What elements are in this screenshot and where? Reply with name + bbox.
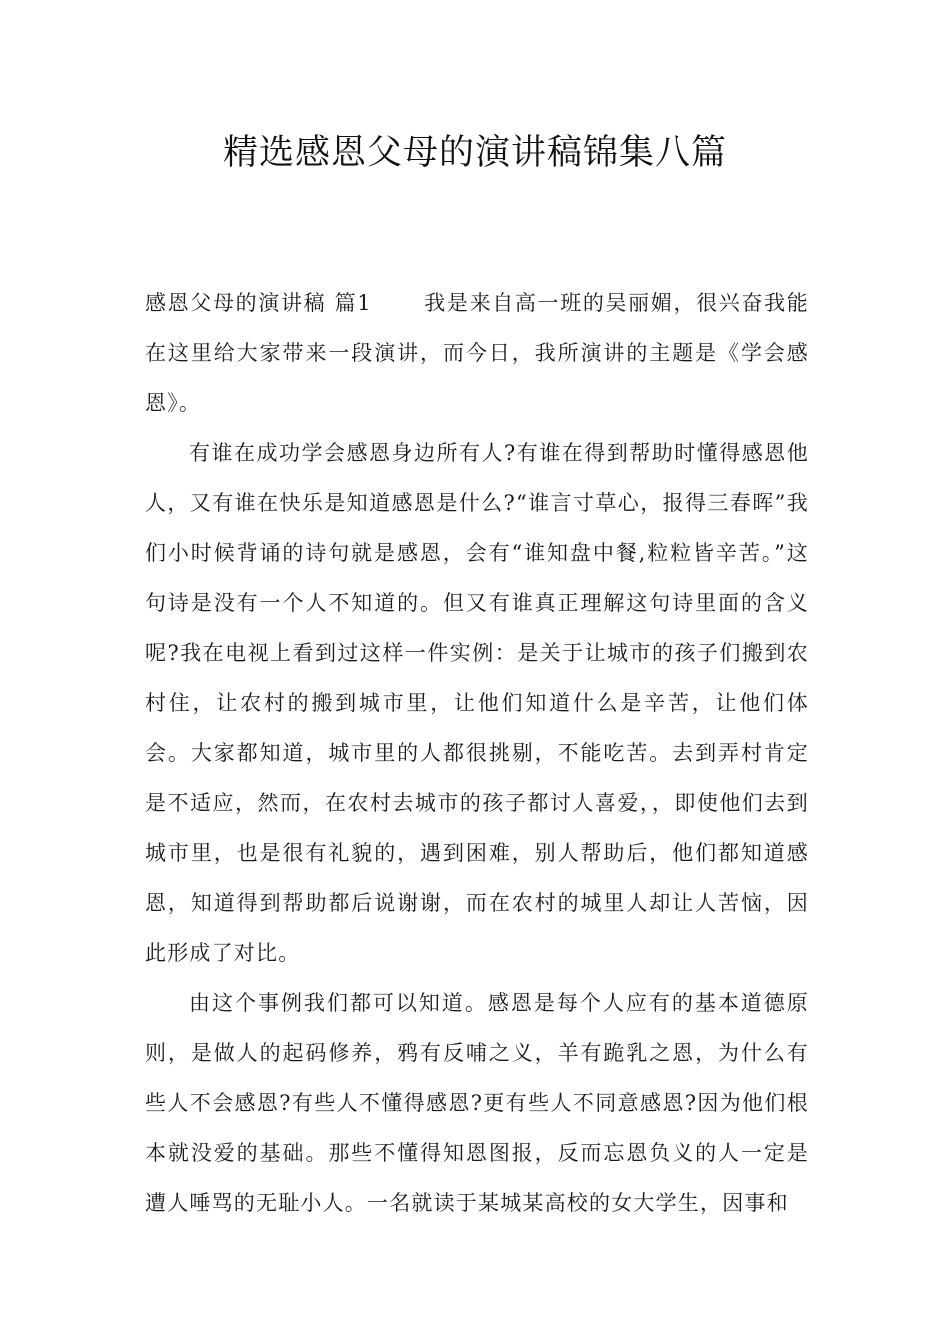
paragraph-text: 我是来自高一班的吴丽媚，很兴奋我能在这里给大家带来一段演讲，而今日，我所演讲的主题是《学会感恩》。 [145,291,809,415]
paragraph-1 [145,278,809,428]
section-heading: 感恩父母的演讲稿 篇1 [145,291,372,315]
paragraph-2 [145,428,809,978]
paragraph-3 [145,978,809,1228]
document-title: 精选感恩父母的演讲稿锦集八篇 [222,133,727,173]
paragraph-text: 有谁在成功学会感恩身边所有人?有谁在得到帮助时懂得感恩他人，又有谁在快乐是知道感恩是什么?“谁言寸草心，报得三春晖”我们小时候背诵的诗句就是感恩，会有“谁知盘中餐,粒粒皆辛苦。”这句诗是没有一个人不知道的。但又有谁真正理解这句诗里面的含义呢?我在电视上看到过这样一件实例：是关于让城市的孩子们搬到农村住，让农村的搬到城市里，让他们知道什么是辛苦，让他们体会。大家都知道，城市里的人都很挑剔，不能吃苦。去到弄村肯定是不适应，然而，在农村去城市的孩子都讨人喜爱，，即使他们去到城市里，也是很有礼貌的，遇到困难，别人帮助后，他们都知道感恩，知道得到帮助都后说谢谢，而在农村的城里人却让人苦恼，因此形成了对比。 [145,441,809,965]
paragraph-text: 由这个事例我们都可以知道。感恩是每个人应有的基本道德原则，是做人的起码修养，鸦有反哺之义，羊有跪乳之恩，为什么有些人不会感恩?有些人不懂得感恩?更有些人不同意感恩?因为他们根本就没爱的基础。那些不懂得知恩图报，反而忘恩负义的人一定是遭人唾骂的无耻小人。一名就读于某城某高校的女大学生，因事和 [145,991,809,1215]
